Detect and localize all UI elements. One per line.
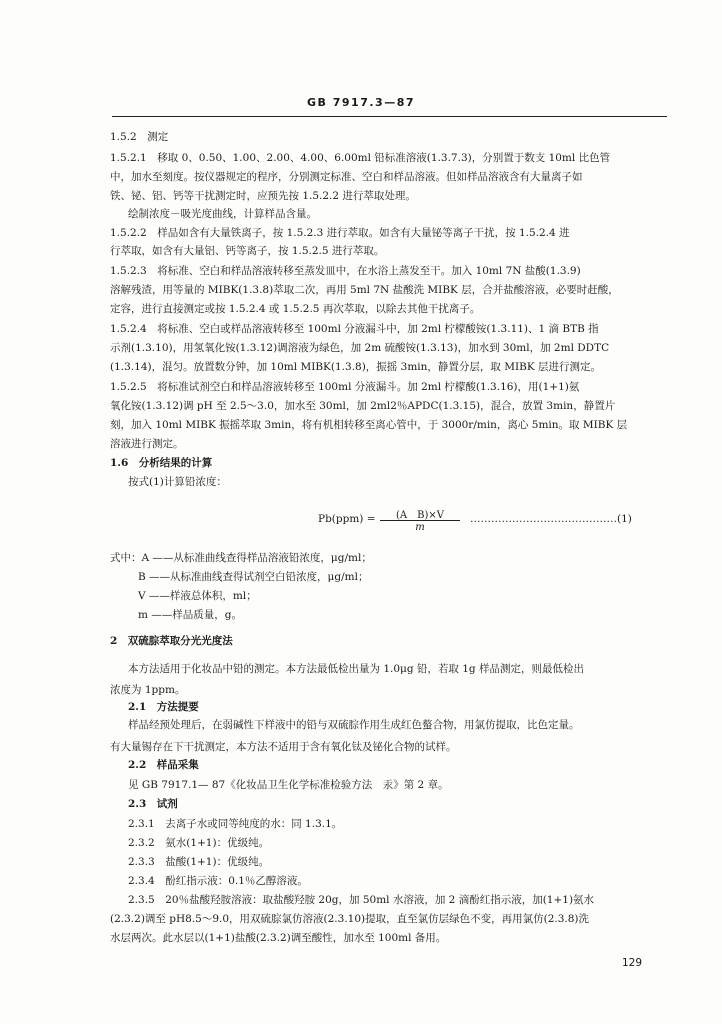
paragraph-line: 2.3.3 盐酸(1+1)：优级纯。 <box>128 856 270 868</box>
paragraph-line: 见 GB 7917.1— 87《化妆品卫生化学标准检验方法 汞》第 2 章。 <box>128 779 449 791</box>
fraction-bar <box>380 520 460 521</box>
section-heading: 1.5.2 测定 <box>110 131 169 143</box>
paragraph-line: 绘制浓度－吸光度曲线，计算样品含量。 <box>128 208 317 220</box>
formula-1 <box>0 506 722 536</box>
formula-lhs: Pb(ppm) = <box>318 513 376 525</box>
legend-line: B ——从标准曲线查得试剂空白铅浓度，μg/ml； <box>138 571 369 583</box>
paragraph-line: 浓度为 1ppm。 <box>110 684 186 696</box>
header-rule <box>112 116 667 117</box>
paragraph-line: 2.3.2 氨水(1+1)：优级纯。 <box>128 837 270 849</box>
paragraph-line: 氧化铵(1.3.12)调 pH 至 2.5～3.0，加水至 30ml，加 2ml2％APDC(1.3.15)，混合，放置 3min，静置片 <box>110 400 616 412</box>
paragraph-line: 本方法适用于化妆品中铅的测定。本方法最低检出量为 1.0μg 铅，若取 1g 样品测定，则最低检出 <box>128 663 584 675</box>
legend-line: V ——样液总体积，ml； <box>138 590 257 602</box>
formula-denominator: m <box>415 522 425 533</box>
section-heading: 2.3 试剂 <box>128 798 178 810</box>
paragraph-line: 溶解残渣，用等量的 MIBK(1.3.8)萃取二次，再用 5ml 7N 盐酸洗 MIBK 层，合并盐酸溶液，必要时赶酸， <box>110 284 619 296</box>
legend-line: 式中：A ——从标准曲线查得样品溶液铅浓度，μg/ml； <box>110 552 372 564</box>
paragraph-line: 1.5.2.5 将标准试剂空白和样品溶液转移至 100ml 分液漏斗。加 2ml 柠檬酸(1.3.16)，用(1+1)氨 <box>110 381 580 393</box>
paragraph-line: 示剂(1.3.10)，用氢氧化铵(1.3.12)调溶液为绿色，加 2m 硫酸铵(1.3.13)，加水到 30ml，加 2ml DDTC <box>110 342 610 354</box>
paragraph-line: 1.5.2.3 将标准、空白和样品溶液转移至蒸发皿中，在水浴上蒸发至干。加入 10ml 7N 盐酸(1.3.9) <box>110 265 581 277</box>
paragraph-line: 中，加水至刻度。按仪器规定的程序，分别测定标准、空白和样品溶液。但如样品溶液含有大量离子如 <box>110 171 583 183</box>
paragraph-line: 溶液进行测定。 <box>110 438 184 450</box>
paragraph-line: 样品经预处理后，在弱碱性下样液中的铅与双硫腙作用生成红色螯合物，用氯仿提取，比色定量。 <box>128 719 580 731</box>
paragraph-line: (2.3.2)调至 pH8.5～9.0，用双硫腙氯仿溶液(2.3.10)提取，直至氯仿层绿色不变，再用氯仿(2.3.8)洗 <box>110 913 590 925</box>
section-heading: 2.2 样品采集 <box>128 759 199 771</box>
equation-number: ……………………………………(1) <box>470 513 632 525</box>
section-heading: 1.6 分析结果的计算 <box>110 457 213 469</box>
paragraph-line: 行萃取，如含有大量铝、钙等离子，按 1.5.2.5 进行萃取。 <box>110 245 385 257</box>
paragraph-line: 有大量锡存在下干扰测定，本方法不适用于含有氧化钛及铋化合物的试样。 <box>110 741 457 753</box>
paragraph-line: (1.3.14)，混匀。放置数分钟，加 10ml MIBK(1.3.8)，振摇 3min，静置分层，取 MIBK 层进行测定。 <box>110 361 602 373</box>
formula-numerator: (A B)×V <box>396 510 444 521</box>
page-number: 129 <box>622 957 643 969</box>
paragraph-line: 2.3.5 20％盐酸羟胺溶液：取盐酸羟胺 20g，加 50ml 水溶液，加 2 滴酚红指示液，加(1+1)氨水 <box>128 894 595 906</box>
paragraph-line: 水层两次。此水层以(1+1)盐酸(2.3.2)调至酸性，加水至 100ml 备用。 <box>110 932 447 944</box>
section-heading: 2.1 方法提要 <box>128 701 199 713</box>
paragraph-line: 2.3.1 去离子水或同等纯度的水：同 1.3.1。 <box>128 818 343 830</box>
paragraph-line: 铁、铋、铝、钙等干扰测定时，应预先按 1.5.2.2 进行萃取处理。 <box>110 190 416 202</box>
paragraph-line: 1.5.2.2 样品如含有大量铁离子，按 1.5.2.3 进行萃取。如含有大量铋等离子干扰，按 1.5.2.4 进 <box>110 227 570 239</box>
paragraph-line: 2.3.4 酚红指示液：0.1％乙醇溶液。 <box>128 875 308 887</box>
legend-line: m ——样品质量，g。 <box>138 609 243 621</box>
paragraph-line: 定容，进行直接测定或按 1.5.2.4 或 1.5.2.5 再次萃取，以除去其他干扰离子。 <box>110 303 481 315</box>
page-header: GB 7917.3—87 <box>307 96 415 109</box>
paragraph-line: 按式(1)计算铅浓度： <box>128 476 227 488</box>
paragraph-line: 刻，加入 10ml MIBK 振摇萃取 3min，将有机相转移至离心管中，于 3000r/min，离心 5min。取 MIBK 层 <box>110 419 628 431</box>
paragraph-line: 1.5.2.4 将标准、空白或样品溶液转移至 100ml 分液漏斗中，加 2ml 柠檬酸铵(1.3.11)、1 滴 BTB 指 <box>110 323 599 335</box>
section-heading: 2 双硫腙萃取分光光度法 <box>110 635 233 647</box>
paragraph-line: 1.5.2.1 移取 0、0.50、1.00、2.00、4.00、6.00ml 铅标准溶液(1.3.7.3)，分别置于数支 10ml 比色管 <box>110 152 611 164</box>
